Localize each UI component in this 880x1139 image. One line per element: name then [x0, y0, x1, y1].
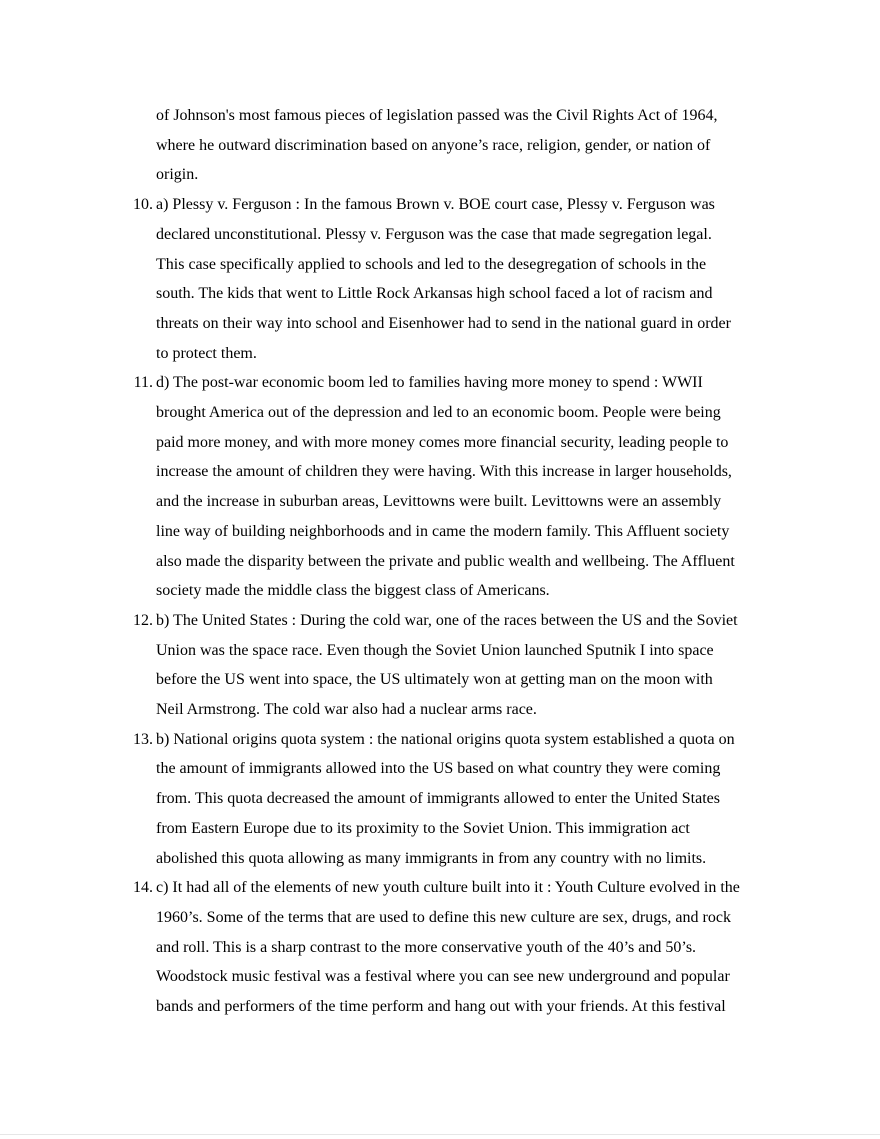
text-line: and roll. This is a sharp contrast to the more conservative youth of the 40’s and 50’s. [156, 938, 697, 956]
text-line: Union was the space race. Even though the Soviet Union launched Sputnik I into space [156, 641, 714, 659]
text-line: line way of building neighborhoods and in came the modern family. This Affluent society [156, 522, 730, 540]
list-item-10 [133, 190, 786, 368]
list-item-14 [133, 873, 786, 1022]
text-line: before the US went into space, the US ultimately won at getting man on the moon with [156, 671, 713, 689]
text-line: Woodstock music festival was a festival where you can see new underground and popular [156, 968, 730, 986]
text-line: d) The post-war economic boom led to families having more money to spend : WWII [156, 374, 703, 392]
text-line: brought America out of the depression and led to an economic boom. People were being [156, 404, 721, 422]
text-line: society made the middle class the biggest class of Americans. [156, 582, 550, 600]
text-line: This case specifically applied to schools and led to the desegregation of schools in the [156, 255, 707, 273]
text-line: abolished this quota allowing as many immigrants in from any country with no limits. [156, 849, 707, 867]
text-line: south. The kids that went to Little Rock Arkansas high school faced a lot of racism and [156, 285, 713, 303]
text-line: and the increase in suburban areas, Levittowns were built. Levittowns were an assembly [156, 493, 722, 511]
list-item-11 [133, 368, 786, 606]
text-line: threats on their way into school and Eisenhower had to send in the national guard in order [156, 314, 731, 332]
text-line: to protect them. [156, 344, 257, 362]
text-line: increase the amount of children they were having. With this increase in larger households, [156, 463, 732, 481]
item-number: 13. [133, 730, 153, 748]
item-number: 11. [133, 374, 153, 392]
continuation-paragraph [156, 101, 786, 190]
text-line: declared unconstitutional. Plessy v. Ferguson was the case that made segregation legal. [156, 225, 712, 243]
page-bottom-edge [0, 1134, 880, 1135]
text-line: from Eastern Europe due to its proximity to the Soviet Union. This immigration act [156, 819, 690, 837]
document-body [133, 101, 786, 1022]
text-line: paid more money, and with more money comes more financial security, leading people to [156, 433, 729, 451]
text-line: b) National origins quota system : the national origins quota system established a quota on [156, 730, 735, 748]
text-line: b) The United States : During the cold war, one of the races between the US and the Soviet [156, 611, 738, 629]
text-line: also made the disparity between the private and public wealth and wellbeing. The Affluent [156, 552, 735, 570]
list-item-13 [133, 725, 786, 874]
text-line: of Johnson's most famous pieces of legislation passed was the Civil Rights Act of 1964, [156, 107, 718, 124]
text-line: the amount of immigrants allowed into the US based on what country they were coming [156, 760, 721, 778]
text-line: c) It had all of the elements of new youth culture built into it : Youth Culture evolved in the [156, 879, 740, 897]
text-line: bands and performers of the time perform and hang out with your friends. At this festival [156, 998, 726, 1016]
text-line: Neil Armstrong. The cold war also had a nuclear arms race. [156, 701, 537, 719]
text-line: origin. [156, 166, 199, 184]
item-number: 12. [133, 611, 153, 629]
item-number: 10. [133, 196, 153, 214]
list-item-12 [133, 606, 786, 725]
text-line: 1960’s. Some of the terms that are used to define this new culture are sex, drugs, and rock [156, 908, 731, 926]
text-line: a) Plessy v. Ferguson : In the famous Brown v. BOE court case, Plessy v. Ferguson was [156, 196, 715, 214]
text-line: from. This quota decreased the amount of immigrants allowed to enter the United States [156, 790, 720, 808]
text-line: where he outward discrimination based on anyone’s race, religion, gender, or nation of [156, 136, 711, 154]
item-number: 14. [133, 879, 153, 897]
